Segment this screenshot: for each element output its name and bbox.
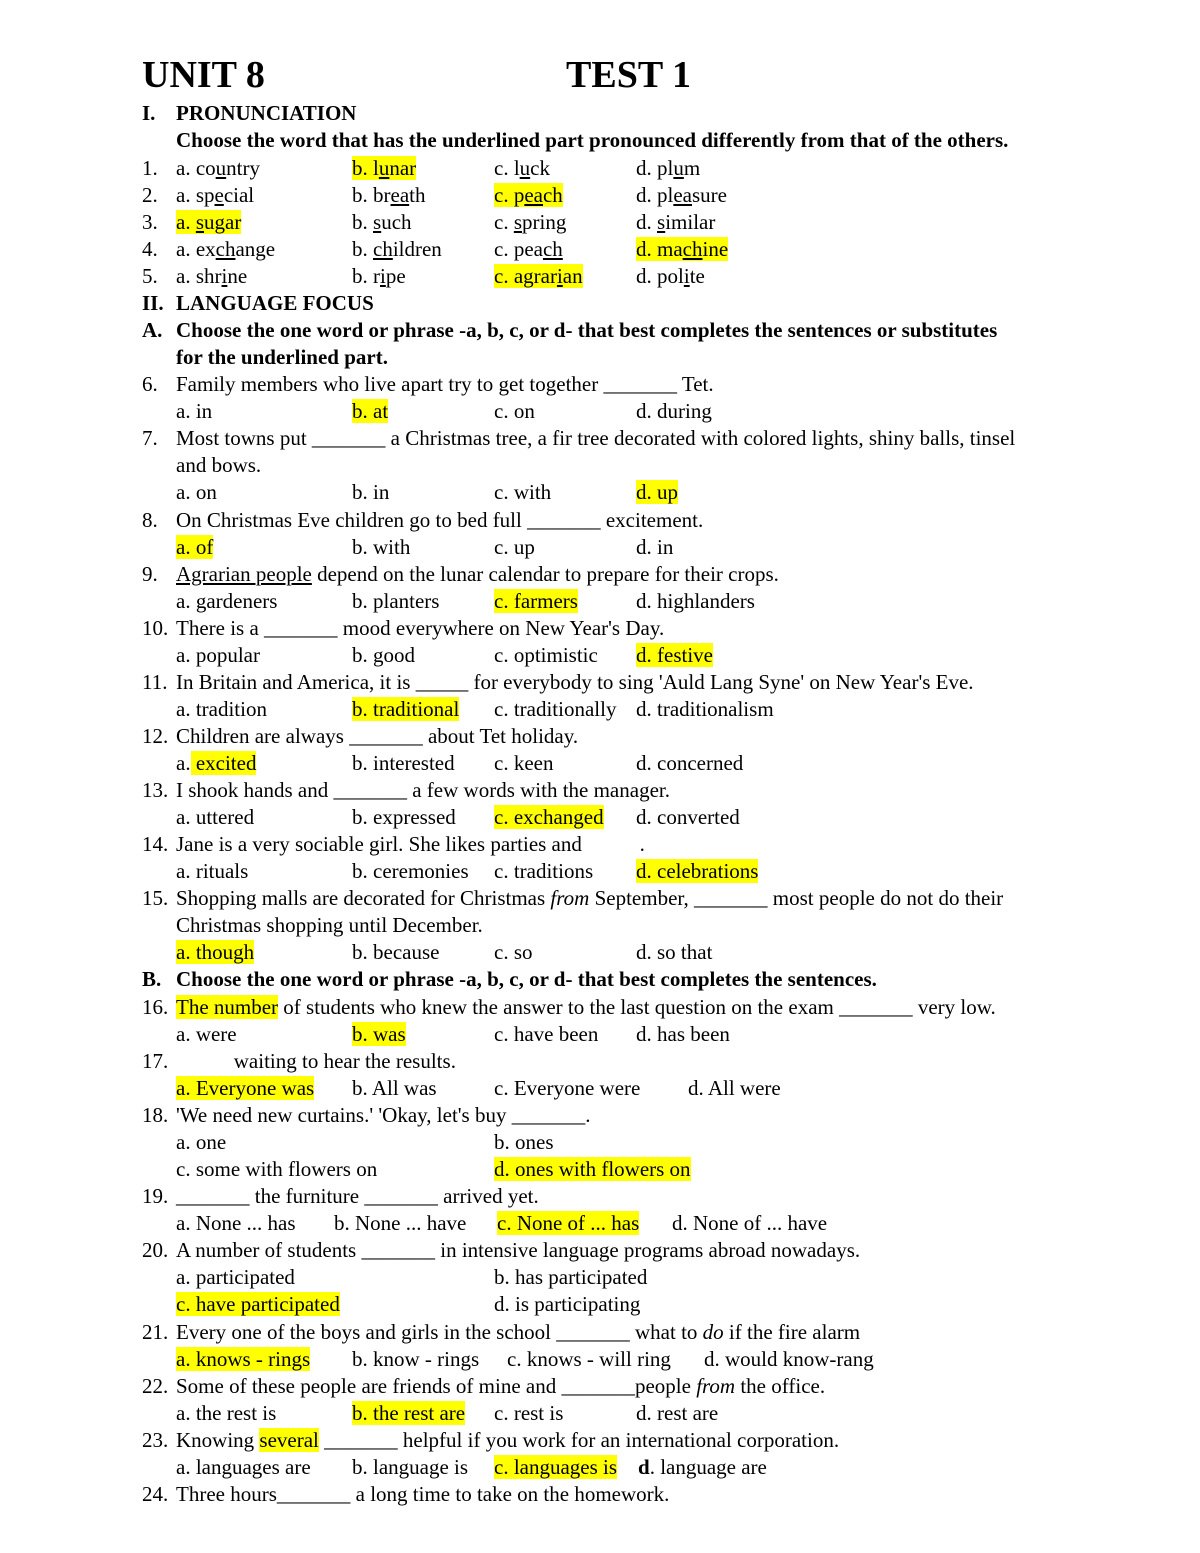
option-d: d. concerned <box>636 751 744 775</box>
underlined-sound: ch <box>682 237 703 261</box>
section-title: LANGUAGE FOCUS <box>176 291 374 315</box>
option-d: d. language are <box>638 1455 767 1479</box>
underlined-sound: i <box>380 264 386 288</box>
option-c: c. up <box>494 535 535 559</box>
question-number: 21. <box>142 1320 169 1344</box>
option-d-answer: d. celebrations <box>636 859 759 883</box>
option-b: b. ripe <box>352 264 406 288</box>
option-b: b. interested <box>352 751 455 775</box>
option-c: c. with <box>494 480 552 504</box>
option-c: c. luck <box>494 156 550 180</box>
option-a <box>176 209 241 235</box>
option-c-answer: c. exchanged <box>494 805 604 829</box>
question-text: Children are always _______ about Tet holiday. <box>176 724 579 748</box>
section-instruction: Choose the word that has the underlined part pronounced differently from that of the others. <box>176 128 1009 152</box>
option-d: d. pleasure <box>636 183 727 207</box>
part-letter: A. <box>142 318 163 342</box>
option-b: b. language is <box>352 1455 469 1479</box>
option-answer: b. lunar <box>352 156 417 180</box>
question-text: On Christmas Eve children go to bed full _______ excitement. <box>176 508 704 532</box>
highlighted-phrase: The number <box>176 995 279 1019</box>
option-b: b. children <box>352 237 442 261</box>
question-number: 12. <box>142 724 169 748</box>
question-text: waiting to hear the results. <box>176 1049 456 1073</box>
question-text: Some of these people are friends of mine and _______people from the office. <box>176 1374 826 1398</box>
option-c-answer: c. languages is <box>494 1455 618 1479</box>
option-a-answer: a. of <box>176 535 214 559</box>
question-text: 'We need new curtains.' 'Okay, let's buy _______. <box>176 1103 591 1127</box>
option-c: c. traditionally <box>494 697 617 721</box>
question-number: 9. <box>142 562 158 586</box>
underlined-sound: i <box>221 264 228 288</box>
option-d: d. rest are <box>636 1401 719 1425</box>
option-d: d. highlanders <box>636 589 755 613</box>
question-number: 20. <box>142 1238 169 1262</box>
option-c: c. some with flowers on <box>176 1157 378 1181</box>
question-text: _______ the furniture _______ arrived yet. <box>176 1184 539 1208</box>
underlined-sound: s <box>373 210 382 234</box>
option-b-answer: b. was <box>352 1022 406 1046</box>
section-number: I. <box>142 101 156 125</box>
option-answer: c. peach <box>494 183 563 207</box>
option-c: c. peach <box>494 237 563 261</box>
question-number: 19. <box>142 1184 169 1208</box>
highlighted-word: several <box>259 1428 319 1452</box>
underlined-sound: ea <box>390 183 410 207</box>
option-a: a. exchange <box>176 237 276 261</box>
option-d-answer: d. up <box>636 480 678 504</box>
underlined-sound: u <box>215 156 227 180</box>
question-number: 22. <box>142 1374 169 1398</box>
option-b: b. know - rings <box>352 1347 480 1371</box>
option-b: b. expressed <box>352 805 456 829</box>
option-d: d. plum <box>636 156 701 180</box>
question-text: Shopping malls are decorated for Christmas from September, _______ most people do not do their <box>176 886 1004 910</box>
part-instruction: for the underlined part. <box>176 345 388 369</box>
question-number: 17. <box>142 1049 169 1073</box>
underlined-sound: s <box>513 210 523 234</box>
option-b: b. None ... have <box>334 1211 467 1235</box>
question-text: There is a _______ mood everywhere on New Year's Day. <box>176 616 665 640</box>
question-text: Knowing several _______ helpful if you work for an international corporation. <box>176 1428 840 1452</box>
option-d <box>636 236 728 262</box>
option-d: d. in <box>636 535 674 559</box>
question-number: 11. <box>142 670 168 694</box>
question-number: 8. <box>142 508 158 532</box>
section-title: PRONUNCIATION <box>176 101 357 125</box>
option-b: b. planters <box>352 589 440 613</box>
option-b-answer: b. the rest are <box>352 1401 466 1425</box>
test-title: TEST 1 <box>566 54 691 96</box>
underlined-sound: u <box>378 156 390 180</box>
part-instruction: Choose the one word or phrase -a, b, c, or d- that best completes the sentences. <box>176 967 877 991</box>
option-b: b. with <box>352 535 411 559</box>
option-d: d. during <box>636 399 712 423</box>
question-text: Agrarian people depend on the lunar calendar to prepare for their crops. <box>176 562 779 586</box>
question-text: Most towns put _______ a Christmas tree, a fir tree decorated with colored lights, shiny balls, tinsel <box>176 426 1016 450</box>
part-instruction: Choose the one word or phrase -a, b, c, or d- that best completes the sentences or substitutes <box>176 318 998 342</box>
question-number: 14. <box>142 832 169 856</box>
option-a: a. one <box>176 1130 227 1154</box>
option-b <box>352 155 416 181</box>
option-a-answer: excited <box>190 751 257 775</box>
question-number: 5. <box>142 264 158 288</box>
underlined-sound: u <box>673 156 684 180</box>
option-c: c. Everyone were <box>494 1076 641 1100</box>
option-a: a. gardeners <box>176 589 278 613</box>
option-c: c. keen <box>494 751 554 775</box>
question-text: A number of students _______ in intensive language programs abroad nowadays. <box>176 1238 861 1262</box>
option-a: a. tradition <box>176 697 267 721</box>
option-a: a. country <box>176 156 260 180</box>
question-text: I shook hands and _______ a few words with the manager. <box>176 778 670 802</box>
option-a: a. the rest is <box>176 1401 277 1425</box>
question-number: 3. <box>142 210 158 234</box>
option-a: a. None ... has <box>176 1211 296 1235</box>
option-a-answer: a. though <box>176 940 255 964</box>
option-d-answer: d. ones with flowers on <box>494 1157 691 1181</box>
question-text: Every one of the boys and girls in the school _______ what to do if the fire alarm <box>176 1320 861 1344</box>
option-a: a. special <box>176 183 255 207</box>
underlined-sound: i <box>556 264 563 288</box>
option-answer: c. agrarian <box>494 264 583 288</box>
section-number: II. <box>142 291 164 315</box>
option-a: a. in <box>176 399 213 423</box>
question-number: 4. <box>142 237 158 261</box>
question-number: 18. <box>142 1103 169 1127</box>
option-a: a. popular <box>176 643 260 667</box>
part-letter: B. <box>142 967 162 991</box>
option-c: c. so <box>494 940 533 964</box>
option-d: d. would know-rang <box>704 1347 874 1371</box>
question-text: Christmas shopping until December. <box>176 913 483 937</box>
underlined-phrase: Agrarian people <box>176 562 312 586</box>
option-d-answer: d. festive <box>636 643 713 667</box>
option-c: c. optimistic <box>494 643 598 667</box>
option-a: a. shrine <box>176 264 248 288</box>
option-a: a. uttered <box>176 805 255 829</box>
option-c: c. traditions <box>494 859 594 883</box>
option-b: b. because <box>352 940 440 964</box>
underlined-sound: ea <box>673 183 692 207</box>
question-number: 1. <box>142 156 158 180</box>
option-a: a. excited <box>176 751 257 775</box>
underlined-sound: ch <box>215 237 236 261</box>
question-number: 7. <box>142 426 158 450</box>
option-b: b. ceremonies <box>352 859 469 883</box>
underlined-sound: ch <box>373 237 393 261</box>
question-number: 2. <box>142 183 158 207</box>
option-d: d. None of ... have <box>672 1211 828 1235</box>
option-d: d. has been <box>636 1022 730 1046</box>
option-b: b. good <box>352 643 415 667</box>
underlined-sound: ch <box>542 237 563 261</box>
option-c-answer: c. farmers <box>494 589 578 613</box>
option-b: b. in <box>352 480 390 504</box>
option-d: d. is participating <box>494 1292 641 1316</box>
question-number: 24. <box>142 1482 169 1506</box>
option-d: d. traditionalism <box>636 697 774 721</box>
option-c: c. have been <box>494 1022 599 1046</box>
option-a-answer: a. knows - rings <box>176 1347 311 1371</box>
option-a: a. participated <box>176 1265 295 1289</box>
option-c-answer: c. have participated <box>176 1292 340 1316</box>
option-c: c. spring <box>494 210 567 234</box>
underlined-sound: s <box>657 210 666 234</box>
question-number: 10. <box>142 616 169 640</box>
option-b: b. ones <box>494 1130 554 1154</box>
underlined-sound: i <box>683 264 690 288</box>
question-number: 15. <box>142 886 169 910</box>
underlined-sound: ea <box>524 183 543 207</box>
question-number: 13. <box>142 778 169 802</box>
option-a: a. on <box>176 480 217 504</box>
option-c-answer: c. None of ... has <box>497 1211 640 1235</box>
option-d: d. All were <box>688 1076 781 1100</box>
option-a: a. were <box>176 1022 237 1046</box>
option-d: d. converted <box>636 805 740 829</box>
underlined-sound: u <box>519 156 531 180</box>
question-text: and bows. <box>176 453 262 477</box>
option-b-answer: b. at <box>352 399 389 423</box>
question-number: 23. <box>142 1428 169 1452</box>
option-b: b. All was <box>352 1076 437 1100</box>
option-d: d. polite <box>636 264 705 288</box>
option-b: b. has participated <box>494 1265 648 1289</box>
option-c: c. on <box>494 399 535 423</box>
question-number: 6. <box>142 372 158 396</box>
question-text: Three hours_______ a long time to take on the homework. <box>176 1482 670 1506</box>
option-b-answer: b. traditional <box>352 697 460 721</box>
question-text: Family members who live apart try to get together _______ Tet. <box>176 372 714 396</box>
underlined-sound: s <box>195 210 205 234</box>
option-answer: a. sugar <box>176 210 242 234</box>
option-c <box>494 182 563 208</box>
option-a: a. rituals <box>176 859 249 883</box>
option-c: c. rest is <box>494 1401 564 1425</box>
option-b: b. such <box>352 210 412 234</box>
option-a-answer: a. Everyone was <box>176 1076 315 1100</box>
question-text: In Britain and America, it is _____ for everybody to sing 'Auld Lang Syne' on New Year's Eve. <box>176 670 974 694</box>
option-b: b. breath <box>352 183 426 207</box>
question-text: Jane is a very sociable girl. She likes parties and . <box>176 832 645 856</box>
option-a: a. languages are <box>176 1455 311 1479</box>
option-c: c. knows - will ring <box>507 1347 671 1371</box>
underlined-sound: e <box>214 183 224 207</box>
option-answer: d. machine <box>636 237 729 261</box>
option-c <box>494 263 583 289</box>
question-number: 16. <box>142 995 169 1019</box>
option-d: d. so that <box>636 940 713 964</box>
question-text: The number of students who knew the answer to the last question on the exam _______ very low. <box>176 995 996 1019</box>
unit-title: UNIT 8 <box>142 54 265 96</box>
option-d: d. similar <box>636 210 716 234</box>
